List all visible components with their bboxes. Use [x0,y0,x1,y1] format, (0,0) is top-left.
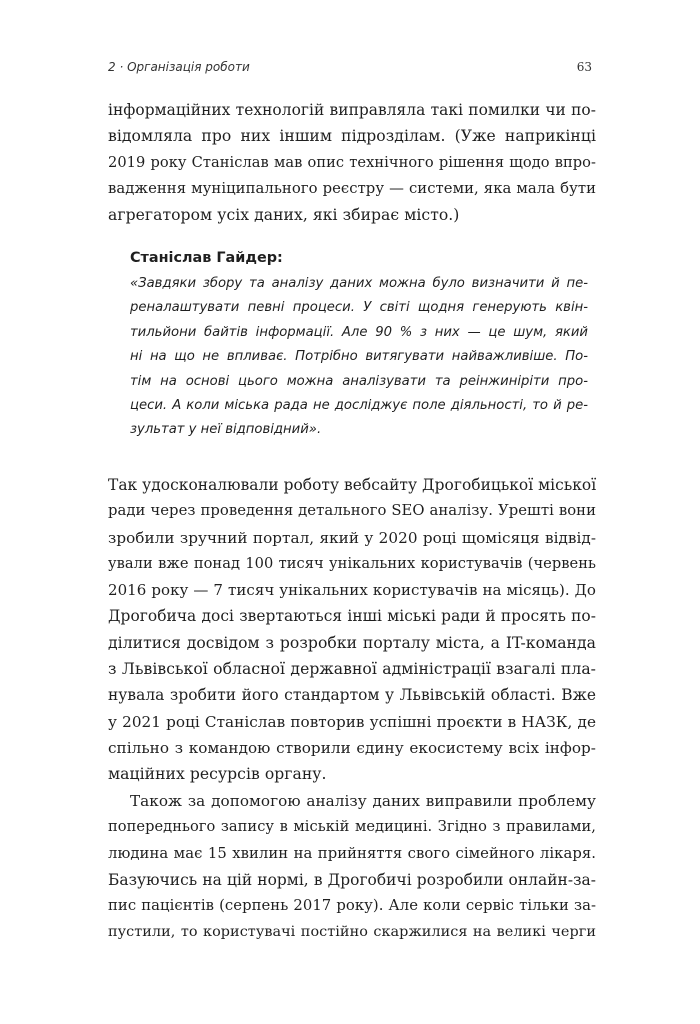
text-line: попереднього запису в міській медицині. Згідно з правилами, [108,818,596,836]
page-number: 63 [576,60,592,74]
text-line: людина має 15 хвилин на прийняття свого сімейного лікаря. [108,844,596,862]
text-line: зробили зручний портал, який у 2020 році щомісяця відвід- [108,528,596,547]
text-line: пустили, то користувачі постійно скаржилися на великі черги [108,924,596,941]
text-line: ділитися досвідом з розробки порталу міста, а IT-команда [108,633,596,652]
quote-line: тильйони байтів інформації. Але 90 % з них — це шум, який [130,324,588,340]
text-line: з Львівської обласної державної адміністрації взагалі пла- [108,660,596,679]
quote-block [130,246,588,443]
quote-author: Станіслав Гайдер: [130,250,283,266]
quote-line: реналаштувати певні процеси. У світі щодня генерують квін- [130,300,588,316]
text-line: ували вже понад 100 тисяч унікальних користувачів (червень [108,554,596,572]
quote-line: тім на основі цього можна аналізувати та реінжиніріти про- [130,373,588,389]
text-line: 2016 року — 7 тисяч унікальних користувачів на місяць). До [108,581,596,600]
text-line: у 2021 році Станіслав повторив успішні проєкти в НАЗК, де [108,712,596,731]
quote-line: «Завдяки збору та аналізу даних можна було визначити й пе- [130,276,588,291]
text-line: агрегатором усіх даних, які збирає місто.) [108,206,460,225]
quote-line: зультат у неї відповідний». [130,422,322,438]
text-line: Так удосконалювали роботу вебсайту Дрогобицької міської [108,476,597,494]
text-line: ради через проведення детального SEO аналізу. Урешті вони [108,502,596,520]
text-line: Базуючись на цій нормі, в Дрогобичі розробили онлайн-за- [108,870,596,889]
text-line: вадження муніципального реєстру — системи, яка мала бути [108,179,596,197]
text-line: 2019 року Станіслав мав опис технічного рішення щодо впро- [108,153,596,171]
paragraph-3 [108,788,596,946]
text-line: Дрогобича досі звертаються інші міські ради й просять по- [108,607,596,626]
text-line: спільно з командою створили єдину екосистему всіх інфор- [108,738,596,757]
running-head [108,60,592,80]
paragraph-2 [108,472,596,788]
paragraph-1 [108,97,596,228]
text-line: відомляла про них іншим підрозділам. (Уже наприкінці [108,127,596,146]
text-line: нувала зробити його стандартом у Львівській області. Вже [108,686,596,705]
text-line: Також за допомогою аналізу даних виправили проблему [130,792,596,810]
running-head-section: 2 · Організація роботи [108,60,250,74]
text-line: маційних ресурсів органу. [108,765,327,784]
quote-line: ні на що не впливає. Потрібно витягувати найважливіше. По- [130,349,588,365]
quote-line: цеси. А коли міська рада не досліджує поле діяльності, то й ре- [130,397,588,413]
text-line: інформаційних технологій виправляла такі помилки чи по- [108,101,596,119]
text-line: пис пацієнтів (серпень 2017 року). Але коли сервіс тільки за- [108,897,596,915]
